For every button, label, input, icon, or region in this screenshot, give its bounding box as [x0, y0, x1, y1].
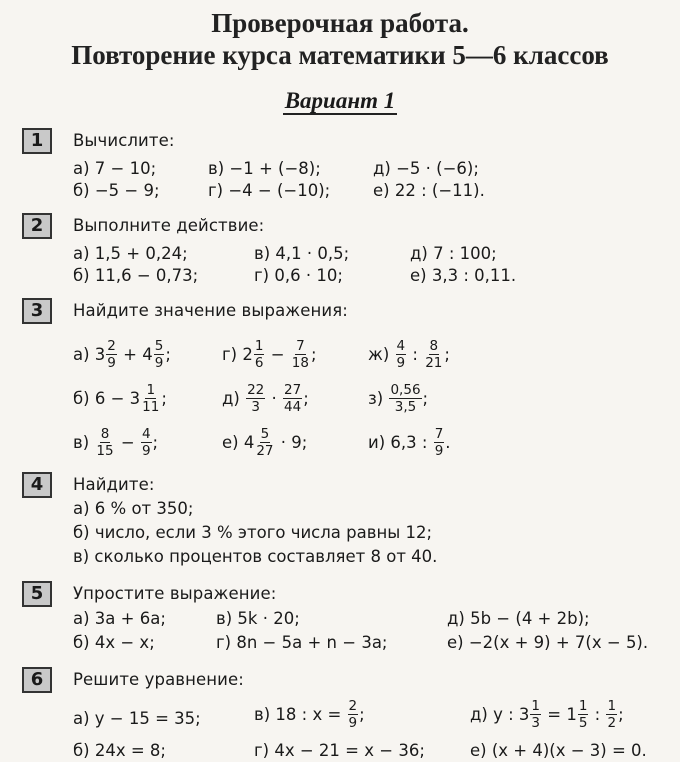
task5-item-e: е) −2(x + 9) + 7(x − 5).: [447, 633, 649, 652]
task1-item-e: е) 22 : (−11).: [373, 181, 485, 200]
page-title-line-2: Повторение курса математики 5—6 классов: [71, 40, 609, 70]
task2-item-b: б) 11,6 − 0,73;: [73, 266, 199, 285]
fraction: $\frac{8}{21}$: [425, 338, 443, 372]
fraction: $\frac{1}{2}$: [607, 698, 617, 732]
fraction: $\frac{4}{9}$: [396, 338, 406, 372]
task1-item-a: а) 7 − 10;: [73, 159, 157, 178]
task6-item-e: е) (x + 4)(x − 3) = 0.: [470, 741, 647, 760]
task3-item-d: д) $\frac{22}{3}$ · $\frac{27}{44}$ ;: [222, 382, 309, 416]
task3-item-g: г) 2 $\frac{1}{6}$ − $\frac{7}{18}$ ;: [222, 338, 317, 372]
task3-item-v: в) $\frac{8}{15}$ − $\frac{4}{9}$ ;: [73, 426, 159, 460]
fraction: $\frac{2}{9}$: [107, 338, 116, 372]
task1-item-d: д) −5 · (−6);: [373, 159, 479, 178]
task6-item-d: д) y : 3 $\frac{1}{3}$ = 1 $\frac{1}{5}$ : $\frac{1}{2}$ ;: [470, 698, 624, 732]
task3-item-b: б) 6 − 3 $\frac{1}{11}$ ;: [73, 382, 167, 416]
task2-item-g: г) 0,6 · 10;: [254, 266, 343, 285]
task1-item-b: б) −5 − 9;: [73, 181, 160, 200]
fraction: $\frac{1}{6}$: [254, 338, 264, 372]
task1-item-g: г) −4 − (−10);: [208, 181, 331, 200]
fraction: $\frac{4}{9}$: [141, 426, 151, 460]
fraction: $\frac{8}{15}$: [96, 426, 114, 460]
task-number-4: 4: [22, 472, 52, 498]
fraction: $\frac{5}{27}$: [256, 426, 274, 460]
task-instruction-3: Найдите значение выражения:: [73, 301, 348, 320]
task2-item-v: в) 4,1 · 0,5;: [254, 244, 350, 263]
task-number-1: 1: [22, 128, 52, 154]
task-instruction-6: Решите уравнение:: [73, 670, 244, 689]
fraction: $\frac{7}{18}$: [291, 338, 309, 372]
task-number-2: 2: [22, 213, 52, 239]
task6-item-v: в) 18 : x = $\frac{2}{9}$ ;: [254, 698, 365, 732]
fraction: $\frac{1}{5}$: [578, 698, 588, 732]
fraction: $\frac{22}{3}$: [247, 382, 265, 416]
fraction: $\frac{7}{9}$: [434, 426, 444, 460]
task6-item-a: а) y − 15 = 35;: [73, 709, 201, 728]
task3-item-i: и) 6,3 : $\frac{7}{9}$ .: [368, 426, 451, 460]
task-instruction-5: Упростите выражение:: [73, 584, 277, 603]
task-instruction-1: Вычислите:: [73, 131, 175, 150]
fraction: $\frac{0,56}{3,5}$: [390, 382, 421, 416]
task3-item-z: з) $\frac{0,56}{3,5}$ ;: [368, 382, 429, 416]
task5-item-a: а) 3a + 6a;: [73, 609, 166, 628]
task5-item-d: д) 5b − (4 + 2b);: [447, 609, 590, 628]
fraction: $\frac{1}{11}$: [142, 382, 160, 416]
task3-item-e: е) 4 $\frac{5}{27}$ · 9;: [222, 426, 308, 460]
fraction: $\frac{2}{9}$: [348, 698, 358, 732]
task1-item-v: в) −1 + (−8);: [208, 159, 321, 178]
task2-item-e: е) 3,3 : 0,11.: [410, 266, 517, 285]
task6-item-g: г) 4x − 21 = x − 36;: [254, 741, 425, 760]
task4-item-a: а) 6 % от 350;: [73, 499, 194, 518]
fraction: $\frac{5}{9}$: [154, 338, 164, 372]
task3-item-zh: ж) $\frac{4}{9}$ : $\frac{8}{21}$ ;: [368, 338, 450, 372]
task2-item-a: а) 1,5 + 0,24;: [73, 244, 188, 263]
task-instruction-2: Выполните действие:: [73, 216, 265, 235]
task4-item-b: б) число, если 3 % этого числа равны 12;: [73, 523, 433, 542]
fraction: $\frac{27}{44}$: [284, 382, 302, 416]
task-number-6: 6: [22, 667, 52, 693]
variant-heading: Вариант 1: [284, 88, 396, 113]
fraction: $\frac{1}{3}$: [531, 698, 540, 732]
task2-item-d: д) 7 : 100;: [410, 244, 497, 263]
task-number-5: 5: [22, 581, 52, 607]
task6-item-b: б) 24x = 8;: [73, 741, 166, 760]
task-instruction-4: Найдите:: [73, 475, 155, 494]
task3-item-a: а) 3 $\frac{2}{9}$ + 4 $\frac{5}{9}$ ;: [73, 338, 171, 372]
task4-item-v: в) сколько процентов составляет 8 от 40.: [73, 547, 438, 566]
task-number-3: 3: [22, 298, 52, 324]
page-title-line-1: Проверочная работа.: [211, 8, 469, 38]
task5-item-v: в) 5k · 20;: [216, 609, 300, 628]
task5-item-g: г) 8n − 5a + n − 3a;: [216, 633, 388, 652]
task5-item-b: б) 4x − x;: [73, 633, 155, 652]
